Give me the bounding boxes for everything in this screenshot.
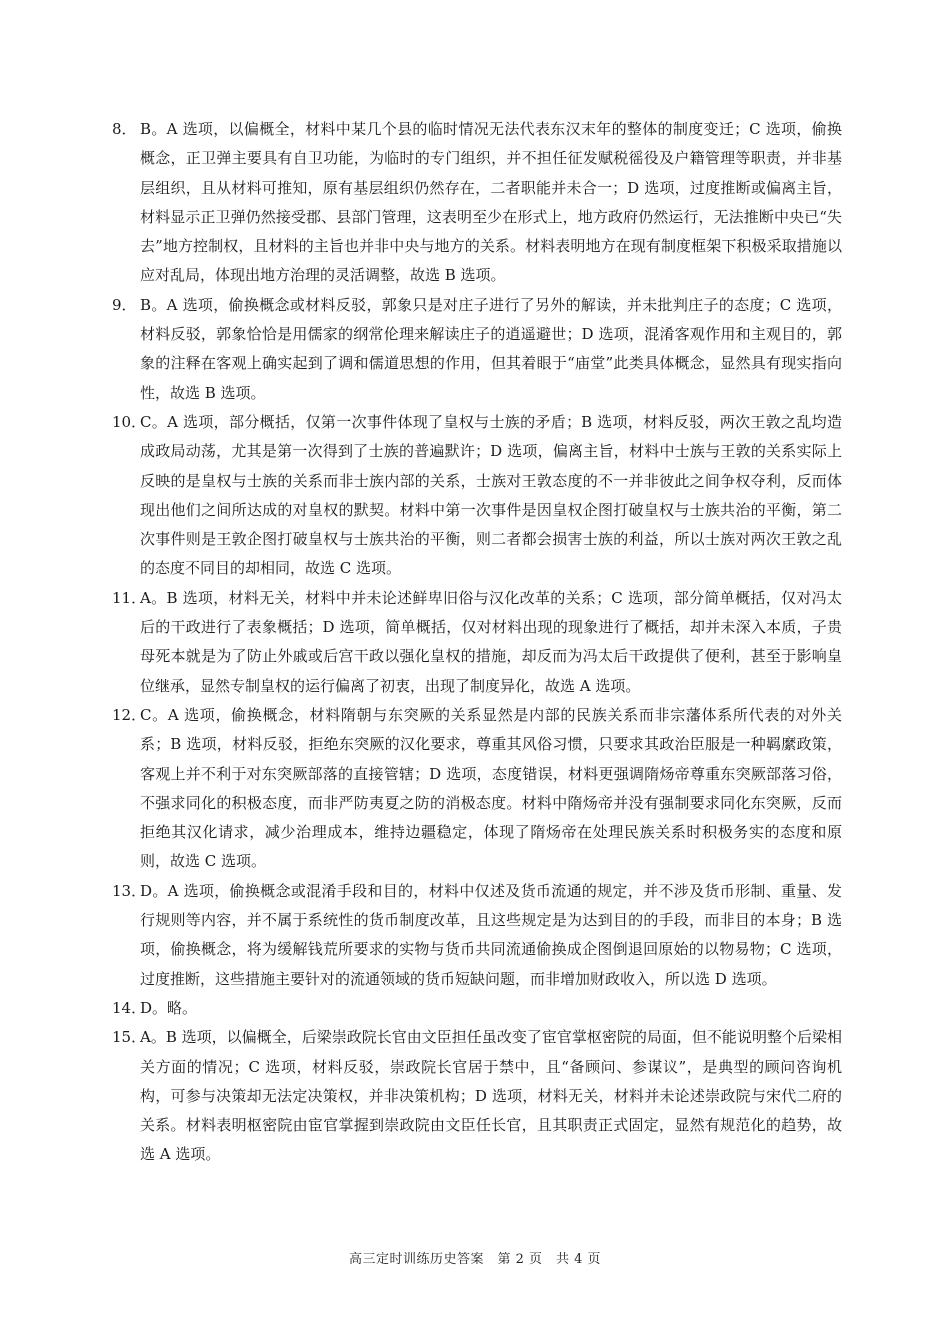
answer-explanation: B。A 选项，以偏概全，材料中某几个县的临时情况无法代表东汉末年的整体的制度变迁；C 选项，偷换概念，正卫弹主要具有自卫功能，为临时的专门组织，并不担任征发赋税徭役及户籍管理等职责，并非基层组织，且从材料可推知，原有基层组织仍然存在，二者职能并未合一；D 选项，过度推断或偏离主旨，材料显示正卫弹仍然接受郡、县部门管理，这表明至少在形式上，地方政府仍然运行，无法推断中央已“失去”地方控制权，且材料的主旨也并非中央与地方的关系。材料表明地方在现有制度框架下积极采取措施以应对乱局，体现出地方治理的灵活调整，故选 B 选项。 [140,120,842,285]
answer-item-12 [112,701,842,877]
answer-item-14 [112,994,842,1023]
answer-explanation: C。A 选项，偷换概念，材料隋朝与东突厥的关系显然是内部的民族关系而非宗藩体系所代表的对外关系；B 选项，材料反驳，拒绝东突厥的汉化要求，尊重其风俗习惯，只要求其政治臣服是一种羁縻政策，客观上并不利于对东突厥部落的直接管辖；D 选项，态度错误，材料更强调隋炀帝尊重东突厥部落习俗，不强求同化的积极态度，而非严防夷夏之防的消极态度。材料中隋炀帝并没有强制要求同化东突厥，反而拒绝其汉化请求，减少治理成本，维持边疆稳定，体现了隋炀帝在处理民族关系时积极务实的态度和原则，故选 C 选项。 [140,705,842,871]
answer-item-13 [112,877,842,994]
answer-list [112,115,842,1170]
answer-explanation: B。A 选项，偷换概念或材料反驳，郭象只是对庄子进行了另外的解读，并未批判庄子的态度；C 选项，材料反驳，郭象恰恰是用儒家的纲常伦理来解读庄子的逍遥避世；D 选项，混淆客观作用和主观目的，郭象的注释在客观上确实起到了调和儒道思想的作用，但其着眼于“庙堂”此类具体概念，显然具有现实指向性，故选 B 选项。 [140,295,842,402]
answer-item-10 [112,408,842,584]
answer-explanation: D。略。 [140,998,198,1017]
question-number: 15． [112,1028,147,1047]
question-number: 9． [112,295,137,314]
question-number: 13． [112,881,147,900]
answer-item-11 [112,584,842,701]
question-number: 12． [112,705,147,724]
answer-explanation: A。B 选项，材料无关，材料中并未论述鲜卑旧俗与汉化改革的关系；C 选项，部分简单概括，仅对冯太后的干政进行了表象概括；D 选项，简单概括，仅对材料出现的现象进行了概括，却并未深入本质，子贵母死本就是为了防止外戚或后宫干政以强化皇权的措施，却反而为冯太后干政提供了便利，甚至于影响皇位继承，显然专制皇权的运行偏离了初衷，出现了制度异化，故选 A 选项。 [140,588,842,695]
question-number: 11． [112,588,147,607]
question-number: 14． [112,998,147,1017]
answer-item-15 [112,1023,842,1169]
answer-item-9 [112,291,842,408]
answer-explanation: D。A 选项，偷换概念或混淆手段和目的，材料中仅述及货币流通的规定，并不涉及货币形制、重量、发行规则等内容，并不属于系统性的货币制度改革，且这些规定是为达到目的的手段，而非目的本身；B 选项，偷换概念，将为缓解钱荒所要求的实物与货币共同流通偷换成企图倒退回原始的以物易物；C 选项，过度推断，这些措施主要针对的流通领域的货币短缺问题，而非增加财政收入，所以选 D 选项。 [140,881,842,988]
question-number: 10． [112,412,147,431]
question-number: 8． [112,120,137,138]
page-footer: 高三定时训练历史答案 第 2 页 共 4 页 [348,1252,602,1267]
answer-explanation: C。A 选项，部分概括，仅第一次事件体现了皇权与士族的矛盾；B 选项，材料反驳，两次王敦之乱均造成政局动荡，尤其是第一次得到了士族的普遍默许；D 选项，偏离主旨，材料中士族与王敦的关系实际上反映的是皇权与士族的关系而非士族内部的关系，士族对王敦态度的不一并非彼此之间争权夺利，反而体现出他们之间所达成的对皇权的默契。材料中第一次事件是因皇权企图打破皇权与士族共治的平衡，第二次事件则是王敦企图打破皇权与士族共治的平衡，则二者都会损害士族的利益，所以士族对两次王敦之乱的态度不同目的却相同，故选 C 选项。 [140,412,842,578]
answer-explanation: A。B 选项，以偏概全，后梁崇政院长官由文臣担任虽改变了宦官掌枢密院的局面，但不能说明整个后梁相关方面的情况；C 选项，材料反驳，崇政院长官居于禁中，且“备顾问、参谋议”，是典型的顾问咨询机构，可参与决策却无法定决策权，并非决策机构；D 选项，材料无关，材料并未论述崇政院与宋代二府的关系。材料表明枢密院由宦官掌握到崇政院由文臣任长官，且其职责正式固定，显然有规范化的趋势，故选 A 选项。 [140,1028,842,1164]
answer-item-8 [112,115,842,291]
